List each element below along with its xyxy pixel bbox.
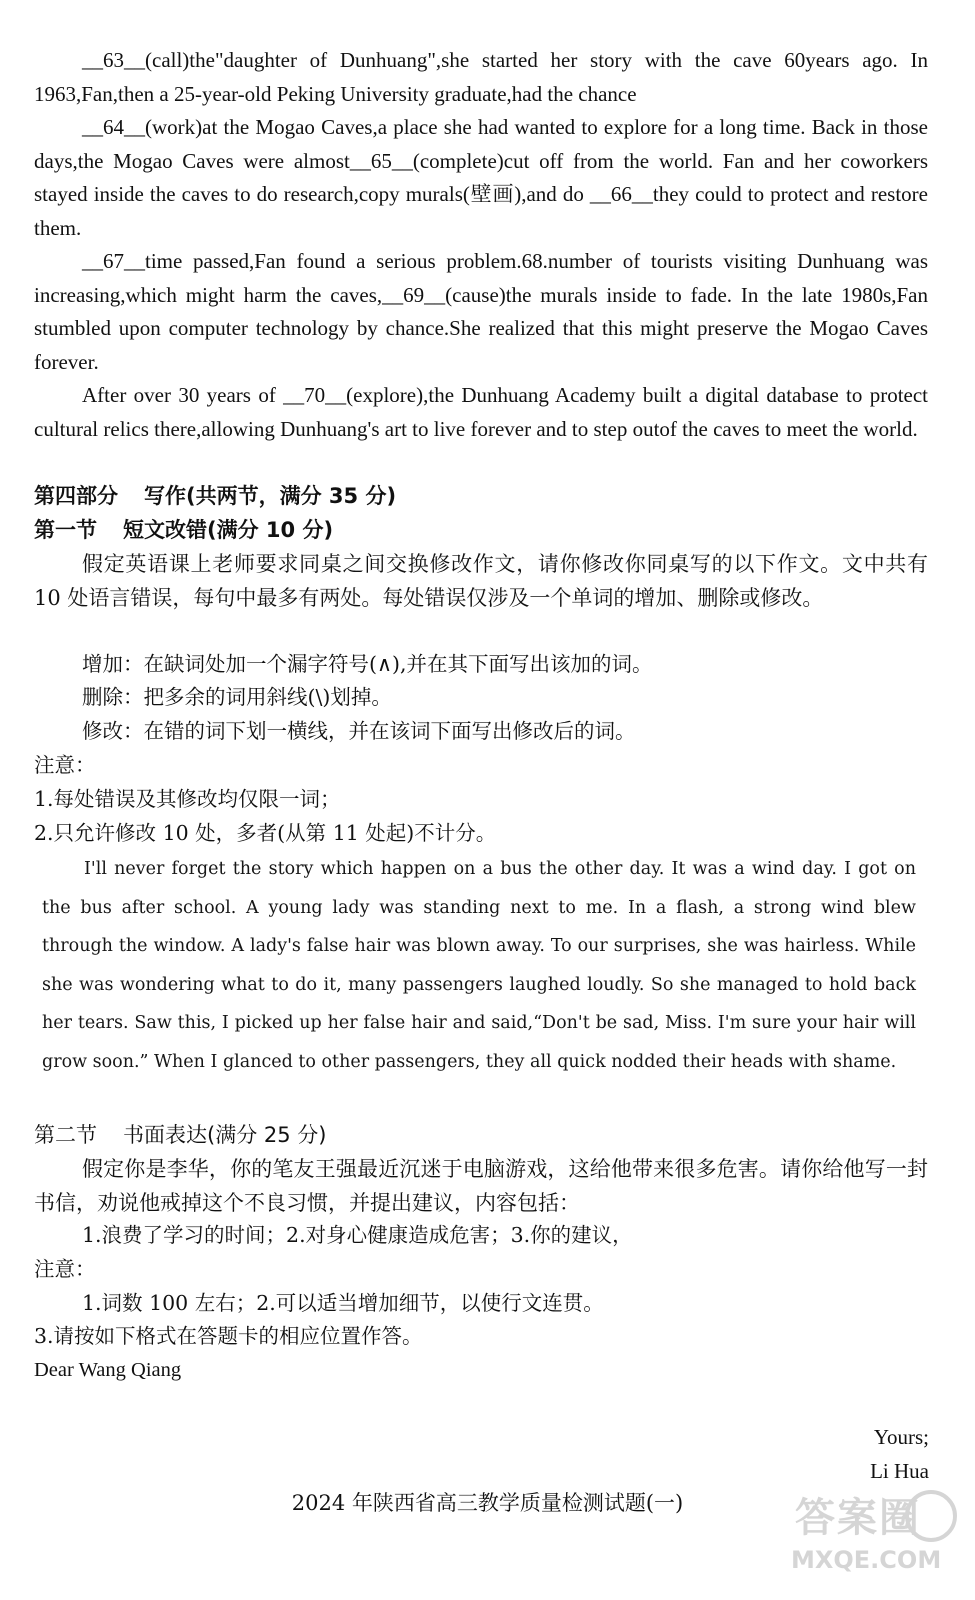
add-rule: 增加：在缺词处加一个漏字符号(∧),并在其下面写出该加的词。 [82,652,653,676]
modify-rule: 修改：在错的词下划一横线，并在该词下面写出修改后的词。 [82,719,636,743]
grammar-paragraph-4: After over 30 years of __70__(explore),the Dunhuang Academy built a digital database to protect cultural relics there,allowing Dunhuang's art to live forever and to step outof the caves to meet the world. [34,383,928,441]
section2-note-1: 1.词数 100 左右；2.可以适当增加细节，以使行文连贯。 [82,1291,604,1315]
section2-note-3: 3.请按如下格式在答题卡的相应位置作答。 [34,1324,423,1348]
notes-label: 注意： [34,753,96,777]
grammar-paragraph-3: __67__time passed,Fan found a serious problem.68.number of tourists visiting Dunhuang was increasing,which might harm the caves,__69__(cause)the murals inside to fade. In the late 1980s,Fan stumbled upon computer technology by chance.She realized that this might preserve the Mogao Caves forever. [34,249,928,374]
part4-title: 第四部分 [34,484,118,508]
section2-intro: 假定你是李华，你的笔友王强最近沉迷于电脑游戏，这给他带来很多危害。请你给他写一封书信，劝说他戒掉这个不良习惯，并提出建议，内容包括： [34,1157,928,1215]
section2-title: 第二节 [34,1123,97,1147]
grammar-paragraph-2: __64__(work)at the Mogao Caves,a place she had wanted to explore for a long time. Back in those days,the Mogao Caves were almost__65__(complete)cut off from the world. Fan and her coworkers stayed inside the caves to do research,copy murals(壁画),and do __66__they could to protect and restore them. [34,115,928,240]
part4-desc: 写作(共两节，满分 35 分) [144,484,397,508]
letter-salutation: Dear Wang Qiang [34,1359,182,1381]
part4-heading [34,480,396,513]
section1-heading [34,514,333,547]
section1-intro: 假定英语课上老师要求同桌之间交换修改作文，请你修改你同桌写的以下作文。文中共有 10 处语言错误，每句中最多有两处。每处错误仅涉及一个单词的增加、删除或修改。 [34,552,928,610]
section1-title: 第一节 [34,518,97,542]
section2-desc: 书面表达(满分 25 分) [123,1123,327,1147]
note-2: 2.只允许修改 10 处，多者(从第 11 处起)不计分。 [34,821,497,845]
letter-closing: Yours; [873,1425,929,1449]
section2-heading [34,1119,326,1152]
content-points: 1.浪费了学习的时间；2.对身心健康造成危害；3.你的建议， [82,1223,633,1247]
watermark-url: MXQE.COM [791,1546,942,1574]
section2-notes-label: 注意： [34,1257,96,1281]
watermark-text: 答案圈 [795,1495,921,1541]
passage-text: I'll never forget the story which happen on a bus the other day. It was a wind day. I got on the bus after school. A young lady was standing next to me. In a flash, a strong wind blew through the window. A lady's false hair was blown away. To our surprises, she was hairless. While she was wondering what to do it, many passengers laughed loudly. So she managed to hold back her tears. Saw this, I picked up her false hair and said,“Don't be sad, Miss. I'm sure your hair will grow soon.” When I glanced to other passengers, they all quick nodded their heads with shame. [42,859,916,1072]
grammar-paragraph-1: __63__(call)the"daughter of Dunhuang",she started her story with the cave 60years ago. In 1963,Fan,then a 25-year-old Peking University graduate,had the chance [34,48,928,106]
note-1: 1.每处错误及其修改均仅限一词； [34,787,341,811]
letter-signature: Li Hua [870,1459,929,1483]
section1-desc: 短文改错(满分 10 分) [123,518,334,542]
error-correction-passage [42,850,916,1081]
delete-rule: 删除：把多余的词用斜线(\)划掉。 [82,685,392,709]
page-footer: 2024 年陕西省高三教学质量检测试题(一) [291,1491,684,1515]
